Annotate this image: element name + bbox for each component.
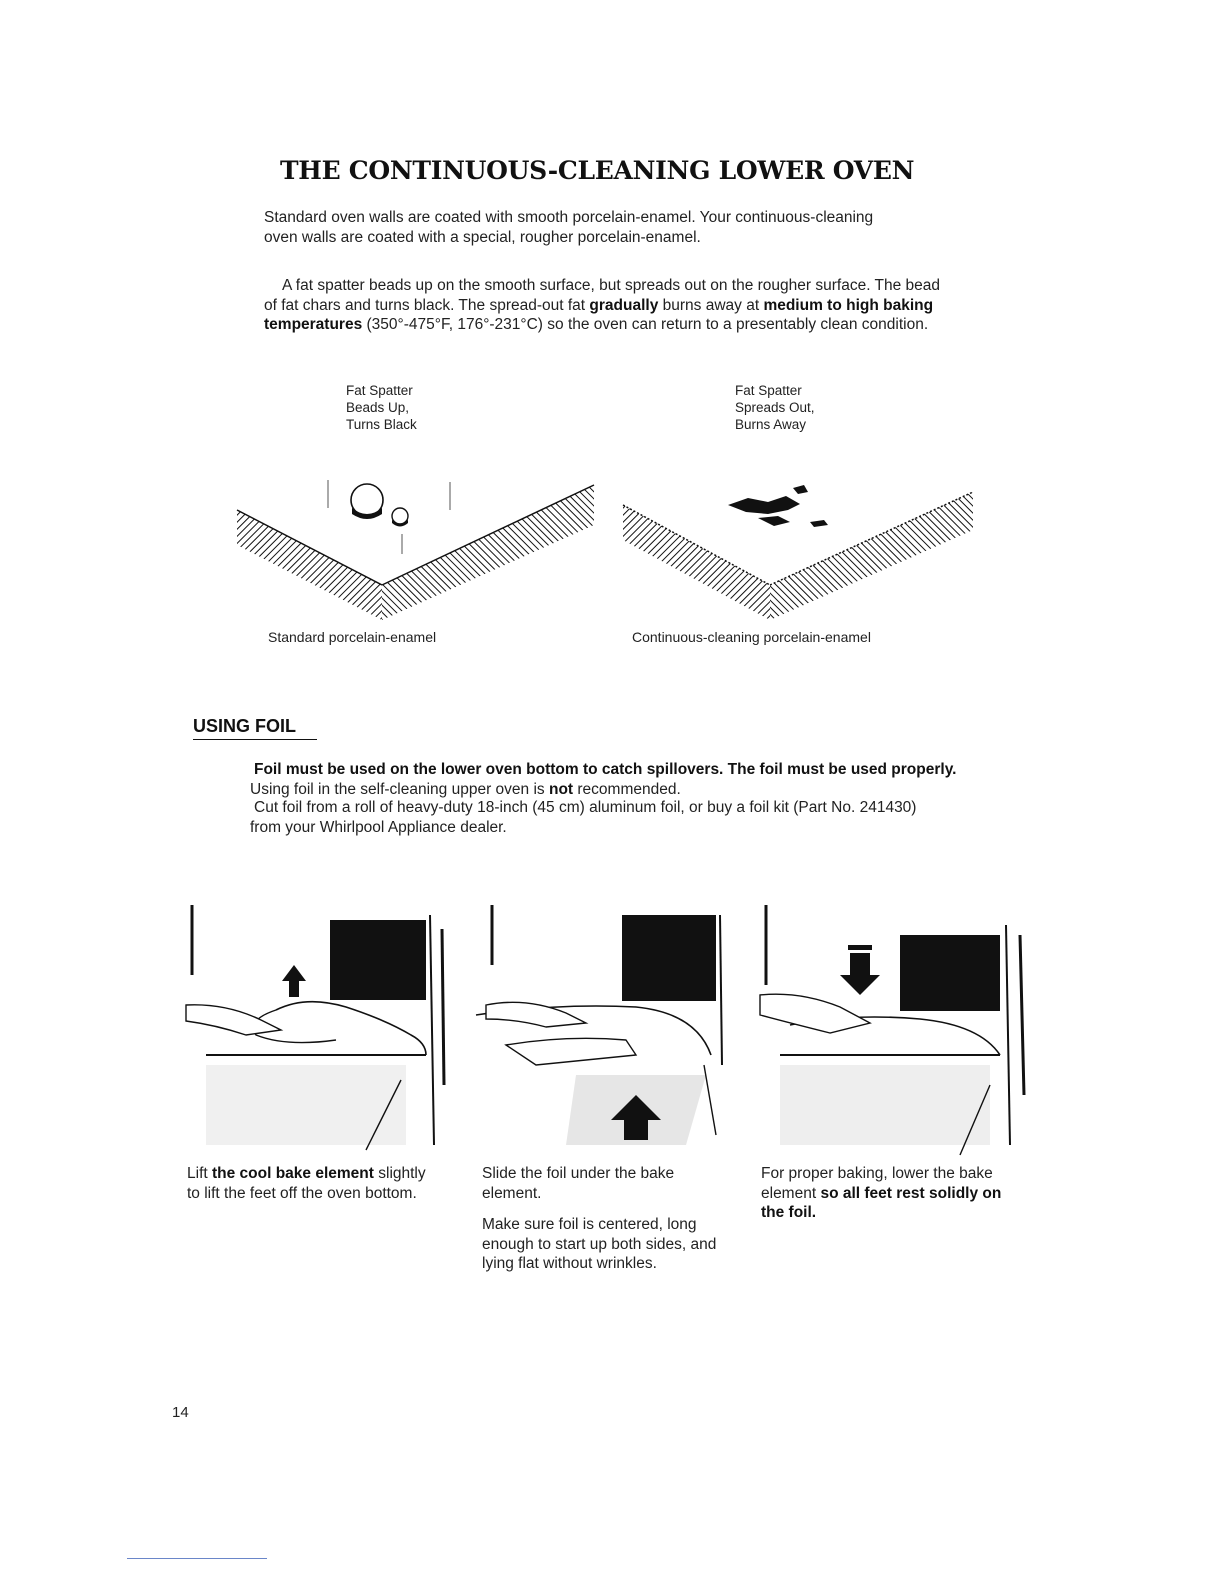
diagram-right-label: Fat Spatter Spreads Out, Burns Away <box>735 383 815 432</box>
foil-p1-text-d: recommended. <box>573 780 681 798</box>
page-title: THE CONTINUOUS-CLEANING LOWER OVEN <box>280 156 915 185</box>
step1-bold: the cool bake element <box>211 1165 374 1182</box>
right-diagram-caption: Continuous-cleaning porcelain-enamel <box>632 629 871 645</box>
intro-paragraph-1: Standard oven walls are coated with smooth porcelain-enamel. Your continuous-cleaning oven walls are coated with a special, rougher porcelain-enamel. <box>264 209 874 246</box>
step1-text-a: Lift <box>187 1165 212 1182</box>
step3-bold: so all feet rest solidly on the foil. <box>761 1184 1002 1221</box>
left-diagram-caption: Standard porcelain-enamel <box>268 629 437 645</box>
foil-paragraph-2: Cut foil from a roll of heavy-duty 18-inch (45 cm) aluminum foil, or buy a foil kit (Part No. 241430) from your Whirlpool Appliance dealer. <box>250 799 917 836</box>
foil-paragraph-1 <box>250 760 970 799</box>
intro-p2-text-e: (350°-475°F, 176°-231°C) so the oven can return to a presentably clean condition. <box>362 316 929 333</box>
intro-paragraph-2 <box>264 276 954 335</box>
step2-illustration <box>476 895 740 1157</box>
step3-caption <box>761 1164 1006 1223</box>
foil-p1-bold-not: not <box>548 780 574 798</box>
footer-divider <box>127 1558 267 1559</box>
continuous-cleaning-porcelain-diagram <box>618 470 978 630</box>
using-foil-heading: USING FOIL <box>193 716 317 740</box>
foil-p1-bold: Foil must be used on the lower oven bottom to catch spillovers. The foil must be used properly. <box>254 761 957 778</box>
step2-text-b: Make sure foil is centered, long enough to start up both sides, and lying flat without wrinkles. <box>482 1216 717 1272</box>
step2-text-a: Slide the foil under the bake element. <box>482 1165 675 1202</box>
step2-caption <box>482 1164 727 1274</box>
step1-illustration <box>186 895 450 1157</box>
intro-p2-text-a: A fat spatter beads up on the smooth surface, but spreads out on the rougher surface. The bead of fat chars and turns black. The spread-out fat <box>264 277 941 314</box>
diagram-left-label: Fat Spatter Beads Up, Turns Black <box>346 383 417 432</box>
intro-p2-bold-gradually: gradually <box>589 296 659 314</box>
intro-p2-text-c: burns away at <box>658 296 764 314</box>
intro-p2-bold-temperatures: medium to high baking temperatures <box>264 296 934 333</box>
standard-porcelain-diagram <box>232 470 602 630</box>
step1-caption <box>187 1164 427 1203</box>
step3-text-a: For proper baking, lower the bake element <box>761 1165 993 1202</box>
page-number: 14 <box>172 1404 189 1421</box>
step3-illustration <box>760 895 1030 1165</box>
step1-text-c: slightly to lift the feet off the oven bottom. <box>187 1165 426 1202</box>
foil-p1-text-b: Using foil in the self-cleaning upper oven is <box>250 780 549 798</box>
